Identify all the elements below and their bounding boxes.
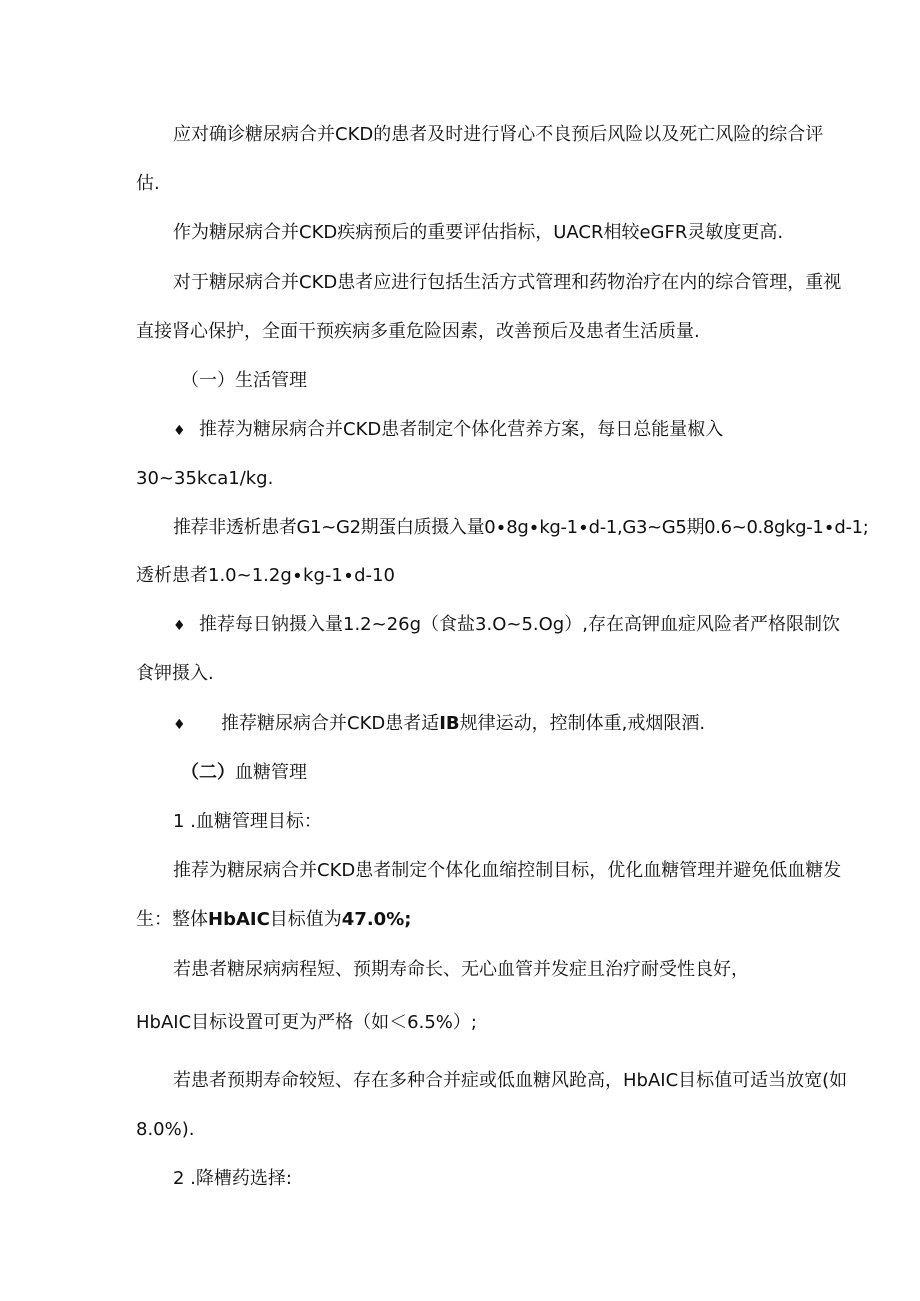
bullet-text: 规律运动，控制体重,戒烟限酒. (459, 713, 706, 734)
paragraph-line (136, 908, 411, 932)
diamond-bullet-icon: ♦ (173, 618, 186, 634)
text-run: 生：整体 (136, 909, 208, 930)
paragraph-line: 推荐非透析患者G1~G2期蛋白质摄入量0∙8g∙kg-1∙d-1,G3~G5期0.6~0.8gkg-1∙d-1; (173, 517, 869, 538)
bullet-text: 推荐为糖尿病合并CKD患者制定个体化营养方案，每日总能量椒入 (199, 419, 724, 440)
section-heading (181, 761, 307, 785)
paragraph-line: 30~35kca1∕kg. (136, 468, 274, 489)
paragraph-line: HbAIC目标设置可更为严格（如＜6.5%）; (136, 1012, 477, 1033)
paragraph-line: 透析患者1.0~1.2g∙kg-1∙d-10 (136, 565, 395, 586)
paragraph-line: 食钾摄入. (136, 663, 214, 684)
paragraph-line: 应对确诊糖尿病合并CKD的患者及时进行肾心不良预后风险以及死亡风险的综合评 (173, 124, 824, 145)
paragraph-line: 若患者预期寿命较短、存在多种合并症或低血糖风跄高，HbAIC目标值可适当放宽(如 (173, 1070, 848, 1091)
bullet-item (173, 712, 705, 737)
subsection-heading: 2 .降槽药选择: (173, 1168, 292, 1189)
bullet-item (173, 418, 723, 443)
bullet-text: 推荐每日钠摄入量1.2~26g（食盐3.O~5.Og）,存在高钾血症风险者严格限制饮 (199, 614, 840, 635)
diamond-bullet-icon: ♦ (173, 423, 186, 439)
text-run: 目标值为 (269, 909, 342, 930)
subsection-heading: 1 .血糖管理目标： (173, 811, 322, 832)
heading-number: （二） (181, 762, 235, 783)
paragraph-line: 推荐为糖尿病合并CKD患者制定个体化血缩控制目标，优化血糖管理并避免低血糖发 (173, 860, 842, 881)
paragraph-line: 作为糖尿病合并CKD疾病预后的重要评估指标，UACR相较eGFR灵敏度更高. (173, 222, 784, 243)
paragraph-line: 若患者糖尿病病程短、预期寿命长、无心血管并发症且治疗耐受性良好， (173, 959, 749, 980)
paragraph-line: 8.0%). (136, 1119, 195, 1140)
text-run-bold: HbAIC (208, 909, 270, 930)
section-heading: （一）生活管理 (181, 370, 307, 391)
paragraph-line: 对于糖尿病合并CKD患者应进行包括生活方式管理和药物治疗在内的综合管理，重视 (173, 272, 842, 293)
heading-text: 血糖管理 (235, 762, 307, 783)
diamond-bullet-icon: ♦ (173, 717, 186, 733)
bullet-item (173, 613, 840, 638)
paragraph-line: 估. (136, 173, 160, 194)
text-run-bold: 47.0%; (341, 909, 412, 930)
bullet-text-bold: IB (439, 713, 460, 734)
paragraph-line: 直接肾心保护，全面干预疾病多重危险因素，改善预后及患者生活质量. (136, 321, 700, 342)
bullet-text: 推荐糖尿病合并CKD患者适 (221, 713, 440, 734)
